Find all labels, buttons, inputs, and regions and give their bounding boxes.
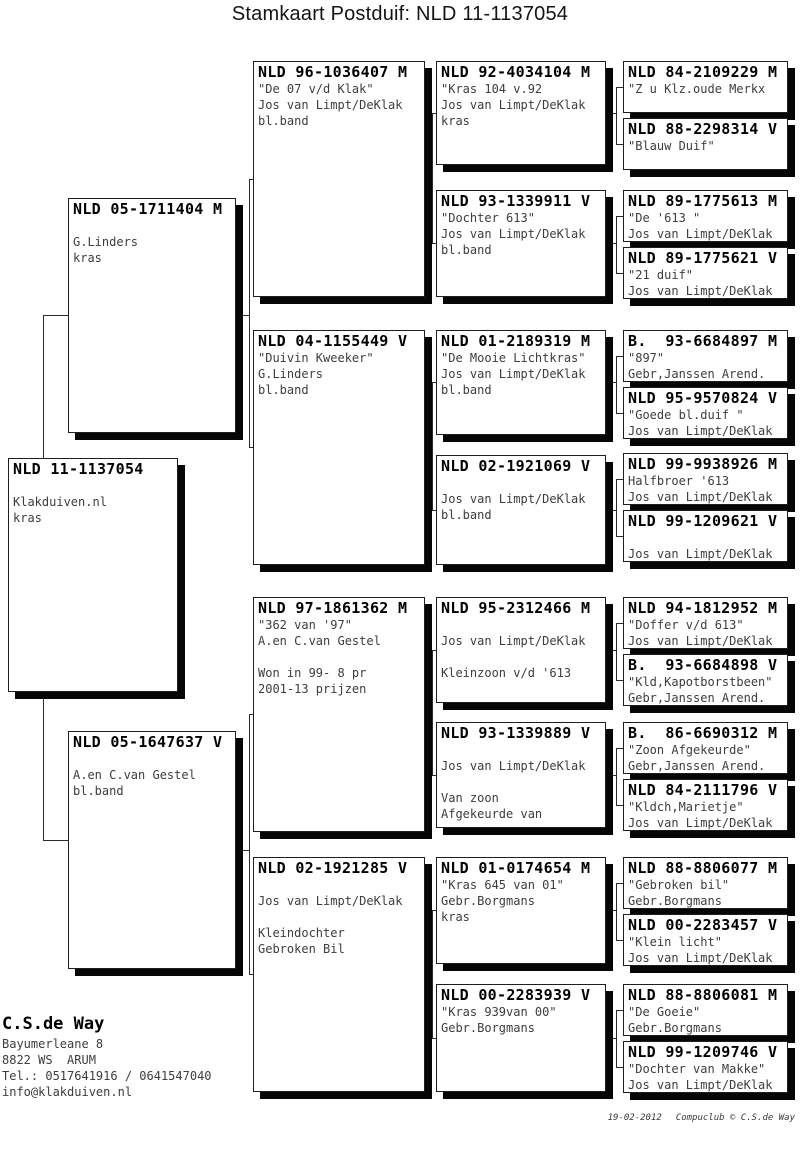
connector-line <box>616 356 617 414</box>
pedigree-box-line: Jos van Limpt/DeKlak <box>441 492 586 506</box>
pedigree-box-g4b6 <box>436 722 606 828</box>
pedigree-box-line: "Dochter 613" <box>441 211 535 225</box>
ring-number: NLD 93-1339911 V <box>441 192 591 210</box>
connector-line <box>616 144 623 145</box>
ring-number: NLD 99-9938926 M <box>628 455 778 473</box>
footer-credit: Compuclub © C.S.de Way <box>675 1113 795 1123</box>
pedigree-box-line: "Kras 939van 00" <box>441 1005 557 1019</box>
pedigree-box-line <box>258 877 424 893</box>
ring-number: NLD 99-1209621 V <box>628 512 778 530</box>
pedigree-box-line: Gebr,Janssen Arend. <box>628 367 766 381</box>
pedigree-box-g5b11 <box>623 722 788 774</box>
ring-number: NLD 01-0174654 M <box>441 859 591 877</box>
connector-line <box>243 850 249 851</box>
pedigree-box-g5b8 <box>623 510 788 562</box>
pedigree-box-line <box>13 478 177 494</box>
pedigree-box-g5b15 <box>623 984 788 1036</box>
pedigree-box-g5b6 <box>623 387 788 439</box>
pedigree-box-subject <box>8 458 178 692</box>
connector-line <box>616 273 623 274</box>
connector-line <box>249 714 250 975</box>
pedigree-box-line: bl.band <box>441 243 492 257</box>
pedigree-box-line: Gebr.Borgmans <box>628 1021 722 1035</box>
connector-line <box>606 243 616 244</box>
pedigree-box-line: "Kldch,Marietje" <box>628 800 744 814</box>
pedigree-box-line: Halfbroer '613 <box>628 474 730 488</box>
ring-number: NLD 00-2283457 V <box>628 916 778 934</box>
connector-line <box>616 87 617 145</box>
ring-number: NLD 88-8806077 M <box>628 859 778 877</box>
pedigree-box-mother <box>68 731 236 969</box>
pedigree-box-line: Jos van Limpt/DeKlak <box>441 98 586 112</box>
connector-line <box>249 179 250 448</box>
pedigree-box-father <box>68 198 236 433</box>
pedigree-box-g4b2 <box>436 190 606 297</box>
pedigree-box-line <box>73 218 235 234</box>
ring-number: NLD 95-9570824 V <box>628 389 778 407</box>
ring-number: B. 93-6684898 V <box>628 656 778 674</box>
pedigree-box-g5b3 <box>623 190 788 242</box>
pedigree-box-g5b4 <box>623 247 788 299</box>
pedigree-box-line: "Klein licht" <box>628 935 722 949</box>
ring-number: NLD 05-1711404 M <box>73 200 223 218</box>
pedigree-box-g4b4 <box>436 455 606 565</box>
pedigree-box-g4b5 <box>436 597 606 703</box>
pedigree-box-line <box>441 742 605 758</box>
connector-line <box>43 840 68 841</box>
pedigree-box-line: Jos van Limpt/DeKlak <box>628 227 773 241</box>
owner-block <box>2 1013 212 1100</box>
connector-line <box>243 315 249 316</box>
pedigree-box-line: "Doffer v/d 613" <box>628 618 744 632</box>
pedigree-box-line: "Dochter van Makke" <box>628 1062 766 1076</box>
ring-number: NLD 00-2283939 V <box>441 986 591 1004</box>
ring-number: NLD 11-1137054 <box>13 460 144 478</box>
pedigree-box-line: kras <box>441 910 470 924</box>
connector-line <box>616 940 623 941</box>
connector-line <box>606 1038 616 1039</box>
ring-number: NLD 05-1647637 V <box>73 733 223 751</box>
connector-line <box>606 510 616 511</box>
pedigree-box-line: G.Linders <box>73 235 139 249</box>
pedigree-box-line: Gebr,Janssen Arend. <box>628 759 766 773</box>
pedigree-box-line: kras <box>441 114 470 128</box>
pedigree-box-line: Afgekeurde van <box>441 807 543 821</box>
pedigree-box-line: Jos van Limpt/DeKlak <box>628 547 773 561</box>
ring-number: NLD 96-1036407 M <box>258 63 408 81</box>
owner-address-line1: Bayumerleane 8 <box>2 1037 104 1051</box>
owner-address-line2: 8822 WS ARUM <box>2 1053 96 1067</box>
pedigree-box-line: "Zoon Afgekeurde" <box>628 743 751 757</box>
ring-number: NLD 94-1812952 M <box>628 599 778 617</box>
pedigree-box-g5b14 <box>623 914 788 966</box>
connector-line <box>425 714 432 715</box>
ring-number: NLD 88-8806081 M <box>628 986 778 1004</box>
owner-phone: Tel.: 0517641916 / 0641547040 <box>2 1069 212 1083</box>
pedigree-box-line: Jos van Limpt/DeKlak <box>628 284 773 298</box>
pedigree-box-line: "Z u Klz.oude Merkx <box>628 82 766 96</box>
ring-number: NLD 93-1339889 V <box>441 724 591 742</box>
ring-number: NLD 02-1921069 V <box>441 457 591 475</box>
pedigree-box-line <box>73 751 235 767</box>
pedigree-box-line: Klakduiven.nl <box>13 495 107 509</box>
pedigree-box-line: Van zoon <box>441 791 499 805</box>
connector-line <box>425 179 432 180</box>
pedigree-box-g5b12 <box>623 779 788 831</box>
pedigree-box-line: Gebroken Bil <box>258 942 345 956</box>
connector-line <box>616 479 623 480</box>
ring-number: NLD 84-2111796 V <box>628 781 778 799</box>
pedigree-box-line: "362 van '97" <box>258 618 352 632</box>
ring-number: NLD 02-1921285 V <box>258 859 408 877</box>
pedigree-box-line <box>441 649 605 665</box>
connector-line <box>616 356 623 357</box>
pedigree-box-line: Jos van Limpt/DeKlak <box>258 98 403 112</box>
footer-date: 19-02-2012 <box>607 1113 662 1123</box>
pedigree-box-line: bl.band <box>258 383 309 397</box>
connector-line <box>616 536 623 537</box>
pedigree-box-line: "De '613 " <box>628 211 701 225</box>
pedigree-box-line: "Kras 645 van 01" <box>441 878 564 892</box>
pedigree-box-g5b10 <box>623 654 788 706</box>
owner-name: C.S.de Way <box>2 1014 105 1034</box>
pedigree-box-line: kras <box>73 251 102 265</box>
pedigree-box-line: Gebr,Janssen Arend. <box>628 691 766 705</box>
pedigree-box-line <box>441 475 605 491</box>
connector-line <box>616 216 617 274</box>
pedigree-box-g4b8 <box>436 984 606 1092</box>
connector-line <box>616 748 623 749</box>
ring-number: B. 93-6684897 M <box>628 332 778 350</box>
connector-line <box>616 680 623 681</box>
ring-number: B. 86-6690312 M <box>628 724 778 742</box>
ring-number: NLD 84-2109229 M <box>628 63 778 81</box>
ring-number: NLD 88-2298314 V <box>628 120 778 138</box>
connector-line <box>616 623 623 624</box>
connector-line <box>425 447 432 448</box>
pedigree-box-line <box>258 909 424 925</box>
connector-line <box>606 650 616 651</box>
pedigree-box-line: "21 duif" <box>628 268 694 282</box>
connector-line <box>616 883 617 941</box>
pedigree-box-line: "897" <box>628 351 665 365</box>
footer <box>586 1103 795 1133</box>
pedigree-box-line: "Duivin Kweeker" <box>258 351 374 365</box>
connector-line <box>616 1067 623 1068</box>
pedigree-box-g5b2 <box>623 118 788 170</box>
pedigree-box-g4b7 <box>436 857 606 964</box>
owner-email: info@klakduiven.nl <box>2 1085 133 1099</box>
ring-number: NLD 99-1209746 V <box>628 1043 778 1061</box>
pedigree-box-line: Jos van Limpt/DeKlak <box>628 634 773 648</box>
pedigree-box-line: "Kld,Kapotborstbeen" <box>628 675 773 689</box>
pedigree-box-line: bl.band <box>441 508 492 522</box>
pedigree-box-line: Jos van Limpt/DeKlak <box>441 759 586 773</box>
pedigree-box-line: Jos van Limpt/DeKlak <box>628 951 773 965</box>
connector-line <box>606 382 616 383</box>
pedigree-box-line: bl.band <box>73 784 124 798</box>
pedigree-box-g4b1 <box>436 61 606 165</box>
pedigree-box-line: Jos van Limpt/DeKlak <box>628 816 773 830</box>
pedigree-box-g3b4 <box>253 857 425 1092</box>
pedigree-box-line: 2001-13 prijzen <box>258 682 367 696</box>
pedigree-box-line: Won in 99- 8 pr <box>258 666 367 680</box>
connector-line <box>432 382 433 511</box>
connector-line <box>425 974 432 975</box>
connector-line <box>606 113 616 114</box>
connector-line <box>43 315 68 316</box>
pedigree-box-g3b3 <box>253 597 425 832</box>
pedigree-box-g5b16 <box>623 1041 788 1093</box>
pedigree-box-line: A.en C.van Gestel <box>73 768 196 782</box>
pedigree-box-line: Kleinzoon v/d '613 <box>441 666 572 680</box>
ring-number: NLD 04-1155449 V <box>258 332 408 350</box>
connector-line <box>616 1010 617 1068</box>
connector-line <box>606 775 616 776</box>
pedigree-box-g3b1 <box>253 61 425 297</box>
connector-line <box>616 479 617 537</box>
pedigree-box-line: Jos van Limpt/DeKlak <box>628 490 773 504</box>
pedigree-box-line: Gebr.Borgmans <box>441 1021 535 1035</box>
pedigree-box-g5b13 <box>623 857 788 909</box>
pedigree-box-line: bl.band <box>441 383 492 397</box>
ring-number: NLD 01-2189319 M <box>441 332 591 350</box>
pedigree-box-line: Kleindochter <box>258 926 345 940</box>
connector-line <box>616 87 623 88</box>
connector-line <box>616 748 617 806</box>
pedigree-box-line: kras <box>13 511 42 525</box>
pedigree-box-line: G.Linders <box>258 367 324 381</box>
pedigree-box-g5b1 <box>623 61 788 113</box>
pedigree-box-line <box>628 530 787 546</box>
pedigree-box-line: "Kras 104 v.92 <box>441 82 543 96</box>
connector-line <box>432 910 433 1039</box>
ring-number: NLD 92-4034104 M <box>441 63 591 81</box>
pedigree-box-line: "De Mooie Lichtkras" <box>441 351 586 365</box>
pedigree-box-line: Gebr.Borgmans <box>628 894 722 908</box>
connector-line <box>616 216 623 217</box>
pedigree-box-line: A.en C.van Gestel <box>258 634 381 648</box>
ring-number: NLD 89-1775621 V <box>628 249 778 267</box>
connector-line <box>616 413 623 414</box>
pedigree-box-line: Jos van Limpt/DeKlak <box>441 634 586 648</box>
connector-line <box>616 805 623 806</box>
pedigree-box-g5b5 <box>623 330 788 382</box>
pedigree-box-line: "Goede bl.duif " <box>628 408 744 422</box>
pedigree-box-line: Gebr.Borgmans <box>441 894 535 908</box>
ring-number: NLD 95-2312466 M <box>441 599 591 617</box>
pedigree-box-g4b3 <box>436 330 606 435</box>
connector-line <box>616 623 617 681</box>
connector-line <box>432 113 433 244</box>
pedigree-box-line: Jos van Limpt/DeKlak <box>258 894 403 908</box>
pedigree-box-line: bl.band <box>258 114 309 128</box>
pedigree-box-line <box>258 649 424 665</box>
pedigree-box-line: Jos van Limpt/DeKlak <box>628 1078 773 1092</box>
pedigree-box-line: Jos van Limpt/DeKlak <box>628 424 773 438</box>
pedigree-box-line: "De 07 v/d Klak" <box>258 82 374 96</box>
pedigree-box-line: "De Goeie" <box>628 1005 701 1019</box>
ring-number: NLD 97-1861362 M <box>258 599 408 617</box>
pedigree-box-line: "Gebroken bil" <box>628 878 730 892</box>
pedigree-box-line <box>441 774 605 790</box>
pedigree-box-line: Jos van Limpt/DeKlak <box>441 367 586 381</box>
pedigree-box-g3b2 <box>253 330 425 565</box>
ring-number: NLD 89-1775613 M <box>628 192 778 210</box>
pedigree-box-line: Jos van Limpt/DeKlak <box>441 227 586 241</box>
pedigree-box-line: "Blauw Duif" <box>628 139 715 153</box>
connector-line <box>616 1010 623 1011</box>
page-title: Stamkaart Postduif: NLD 11-1137054 <box>231 3 569 25</box>
pedigree-box-g5b9 <box>623 597 788 649</box>
pedigree-box-g5b7 <box>623 453 788 505</box>
pedigree-box-line <box>441 617 605 633</box>
connector-line <box>432 650 433 776</box>
connector-line <box>606 910 616 911</box>
connector-line <box>616 883 623 884</box>
